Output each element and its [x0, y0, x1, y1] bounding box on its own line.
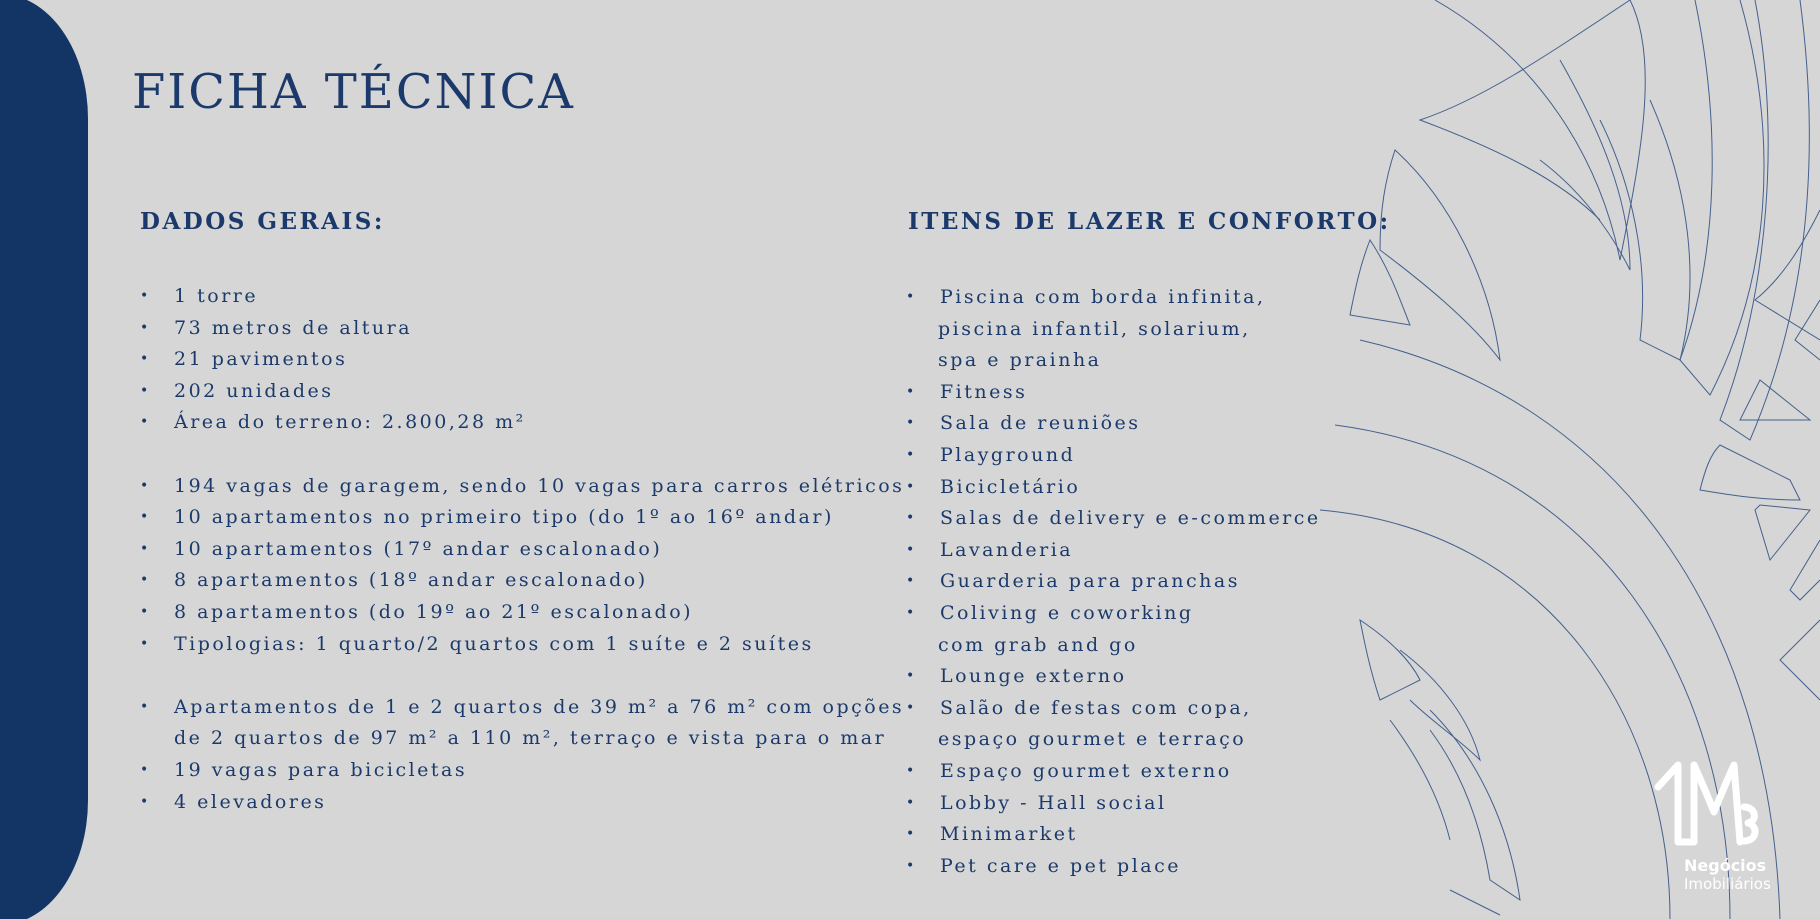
list-item: • 73 metros de altura: [140, 313, 904, 345]
list-item: • Bicicletário: [906, 472, 1321, 504]
list-item-continuation: spa e prainha: [938, 349, 1102, 372]
list-item: • 194 vagas de garagem, sendo 10 vagas para carros elétricos: [140, 471, 904, 503]
dados-gerais-list: [140, 281, 904, 818]
itens-lazer-list: [906, 282, 1321, 882]
list-item: • Coliving e coworking: [906, 598, 1321, 630]
list-item: • Apartamentos de 1 e 2 quartos de 39 m² a 76 m² com opções: [140, 692, 904, 724]
logo-text-line1: Negócios: [1684, 856, 1767, 875]
company-logo: [1652, 757, 1771, 907]
list-item: • Lobby - Hall social: [906, 788, 1321, 820]
list-item: • Tipologias: 1 quarto/2 quartos com 1 suíte e 2 suítes: [140, 629, 904, 661]
list-item: • Salas de delivery e e-commerce: [906, 503, 1321, 535]
list-item: • Área do terreno: 2.800,28 m²: [140, 407, 904, 439]
list-item-continuation: espaço gourmet e terraço: [938, 728, 1247, 751]
list-item: • 10 apartamentos (17º andar escalonado): [140, 534, 904, 566]
list-item: • Sala de reuniões: [906, 408, 1321, 440]
list-spacer: [140, 439, 904, 471]
dados-gerais-heading: DADOS GERAIS:: [140, 208, 385, 235]
list-item: • Pet care e pet place: [906, 851, 1321, 883]
list-item: • Playground: [906, 440, 1321, 472]
list-item: • 8 apartamentos (18º andar escalonado): [140, 565, 904, 597]
list-item: • Lounge externo: [906, 661, 1321, 693]
logo-text-line2: Imobiliários: [1684, 875, 1771, 893]
left-navy-band: [0, 0, 88, 919]
page-title: FICHA TÉCNICA: [132, 64, 575, 120]
itens-lazer-heading: ITENS DE LAZER E CONFORTO:: [908, 208, 1391, 235]
list-item: • Piscina com borda infinita,: [906, 282, 1321, 314]
list-item: • 8 apartamentos (do 19º ao 21º escalonado): [140, 597, 904, 629]
list-item: • 1 torre: [140, 281, 904, 313]
list-item: • Fitness: [906, 377, 1321, 409]
list-item-continuation: de 2 quartos de 97 m² a 110 m², terraço e vista para o mar: [174, 727, 887, 750]
list-item: • Lavanderia: [906, 535, 1321, 567]
list-item: • 10 apartamentos no primeiro tipo (do 1º ao 16º andar): [140, 502, 904, 534]
list-item-continuation: com grab and go: [938, 633, 1138, 656]
m3-logo-icon: [1652, 757, 1762, 857]
list-item-continuation: piscina infantil, solarium,: [938, 317, 1251, 340]
list-item: • 202 unidades: [140, 376, 904, 408]
list-item: • Guarderia para pranchas: [906, 566, 1321, 598]
list-item: • Espaço gourmet externo: [906, 756, 1321, 788]
list-item: • 19 vagas para bicicletas: [140, 755, 904, 787]
list-item: • Minimarket: [906, 819, 1321, 851]
list-item: • 21 pavimentos: [140, 344, 904, 376]
list-item: • Salão de festas com copa,: [906, 693, 1321, 725]
list-item: • 4 elevadores: [140, 787, 904, 819]
list-spacer: [140, 660, 904, 692]
